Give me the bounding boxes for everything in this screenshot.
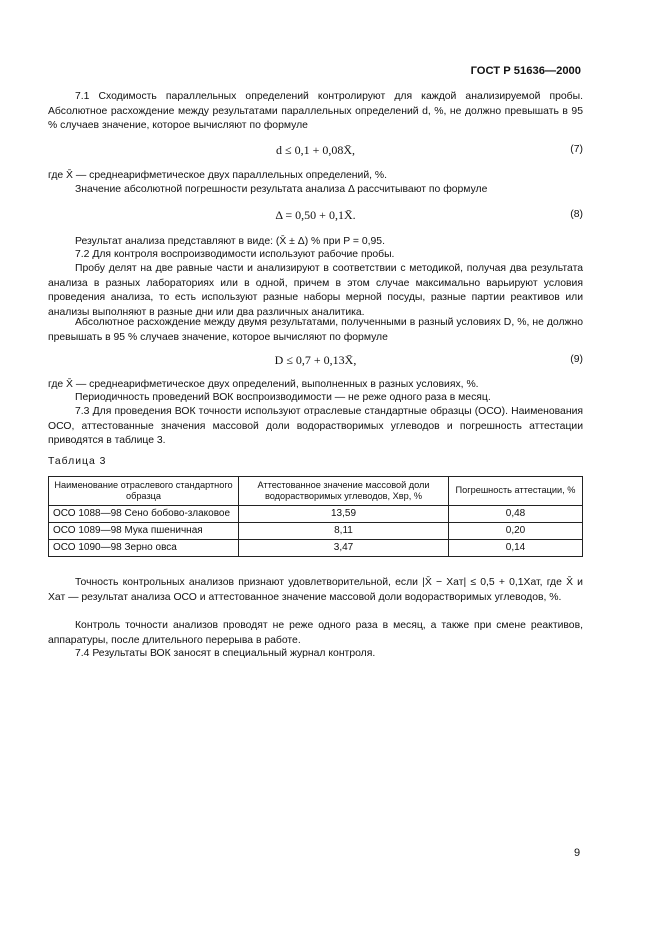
table-3-caption: Таблица 3 xyxy=(48,456,107,467)
paragraph-absolute-error: Значение абсолютной погрешности результата анализа Δ рассчитывают по формуле xyxy=(75,184,488,195)
paragraph-accuracy: Точность контрольных анализов признают удовлетворительной, если |X̄ − Xат| ≤ 0,5 + 0,1Xат, где X̄ и Xат — результат анализа ОСО и аттестованное значение массовой доли водорастворимых углеводов, %. xyxy=(48,577,583,603)
table-header-value: Аттестованное значение массовой доли водорастворимых углеводов, Xвр, % xyxy=(239,477,449,506)
formula-8-number: (8) xyxy=(570,209,583,220)
formula-8-expression: Δ = 0,50 + 0,1X̄. xyxy=(275,208,356,222)
table-cell-value: 8,11 xyxy=(239,523,449,540)
table-row xyxy=(49,523,583,540)
page-number: 9 xyxy=(574,847,581,859)
paragraph-control: Контроль точности анализов проводят не реже одного раза в месяц, а также при смене реактивов, аппаратуры, после длительного перерыва в работе. xyxy=(48,620,583,646)
standard-designation: ГОСТ Р 51636—2000 xyxy=(470,65,581,77)
formula-7-expression: d ≤ 0,1 + 0,08X̄, xyxy=(275,143,356,157)
paragraph-periodicity: Периодичность проведений ВОК воспроизводимости — не реже одного раза в месяц. xyxy=(75,392,491,403)
table-cell-name: ОСО 1090—98 Зерно овса xyxy=(49,540,239,557)
paragraph-7-3: 7.3 Для проведения ВОК точности используют отраслевые стандартные образцы (ОСО). Наименования ОСО, аттестованные значения массовой доли водорастворимых углеводов и погрешность аттестации приводятся в таблице 3. xyxy=(48,406,583,447)
paragraph-result-form: Результат анализа представляют в виде: (X̄ ± Δ) % при P = 0,95. xyxy=(75,236,385,247)
table-cell-error: 0,48 xyxy=(449,506,583,523)
paragraph-7-4: 7.4 Результаты ВОК заносят в специальный журнал контроля. xyxy=(75,648,376,659)
table-cell-name: ОСО 1089—98 Мука пшеничная xyxy=(49,523,239,540)
table-header-row xyxy=(49,477,583,506)
paragraph-absolute-difference: Абсолютное расхождение между двумя результатами, полученными в разный условиях D, %, не должно превышать в 95 % случаев значение, которое вычисляют по формуле xyxy=(48,317,583,343)
table-header-error: Погрешность аттестации, % xyxy=(449,477,583,506)
table-row xyxy=(49,540,583,557)
formula-9-expression: D ≤ 0,7 + 0,13X̄, xyxy=(274,353,357,367)
where-9: где X̄ — среднеарифметическое двух определений, выполненных в разных условиях, %. xyxy=(48,379,479,390)
formula-7-number: (7) xyxy=(570,144,583,155)
table-3 xyxy=(48,476,583,557)
table-cell-error: 0,20 xyxy=(449,523,583,540)
table-header-name: Наименование отраслевого стандартного образца xyxy=(49,477,239,506)
paragraph-7-1: 7.1 Сходимость параллельных определений контролируют для каждой анализируемой пробы. Абсолютное расхождение между результатами параллельных определений d, %, не должно превышать в 95 % случаев значение, которое вычисляют по формуле xyxy=(48,91,583,132)
table-cell-name: ОСО 1088—98 Сено бобово-злаковое xyxy=(49,506,239,523)
table-cell-value: 13,59 xyxy=(239,506,449,523)
paragraph-7-2: 7.2 Для контроля воспроизводимости используют рабочие пробы. xyxy=(75,249,395,260)
where-7: где X̄ — среднеарифметическое двух параллельных определений, %. xyxy=(48,170,388,181)
table-row xyxy=(49,506,583,523)
table-cell-value: 3,47 xyxy=(239,540,449,557)
formula-9-number: (9) xyxy=(570,354,583,365)
paragraph-sample: Пробу делят на две равные части и анализируют в соответствии с методикой, получая два результата анализа в разных лабораториях или в одной, причем в этом случае максимально варьируют условия проведения анализа, то есть используют разные наборы мерной посуды, разные партии реактивов или анализы выполняют в разные дни или два различных аналитика. xyxy=(48,263,583,318)
table-cell-error: 0,14 xyxy=(449,540,583,557)
